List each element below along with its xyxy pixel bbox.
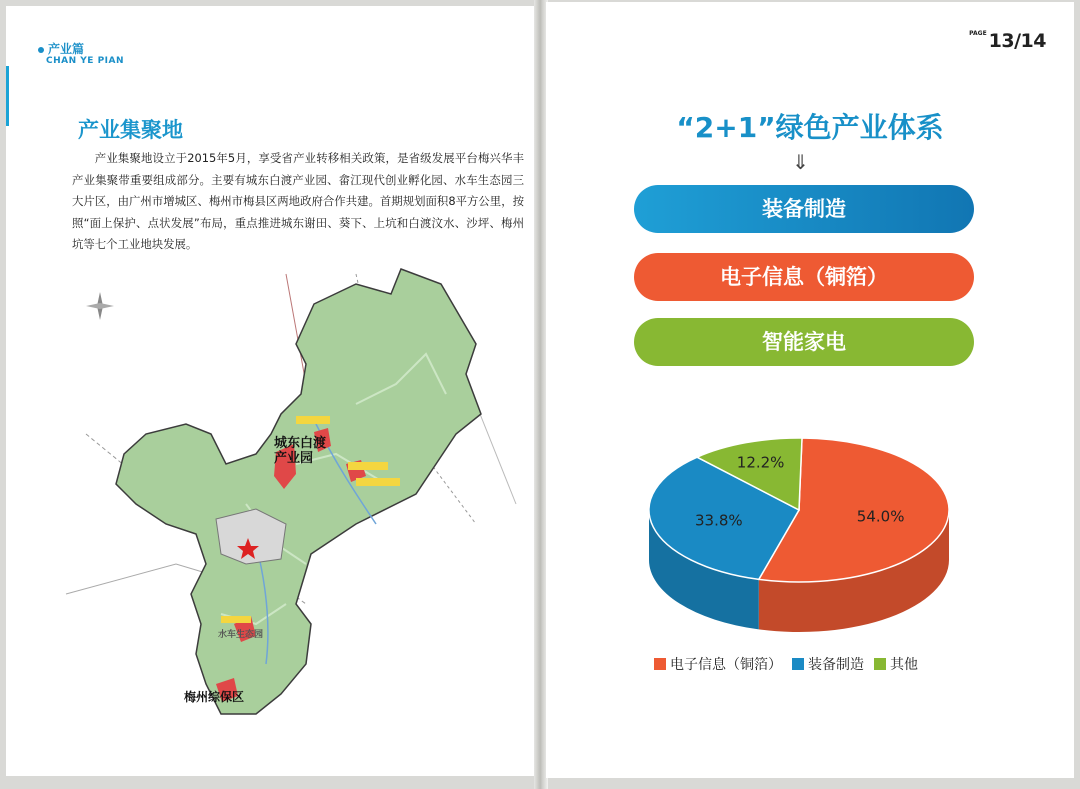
right-page bbox=[546, 2, 1074, 778]
section-tag bbox=[38, 40, 84, 57]
legend-item-0 bbox=[654, 654, 782, 674]
page-heading: 产业集聚地 bbox=[78, 118, 183, 142]
pie-label-1: 33.8% bbox=[694, 511, 743, 530]
industry-system-title: “2+1”绿色产业体系 bbox=[676, 111, 944, 144]
pill-appliances: 智能家电 bbox=[634, 318, 974, 366]
page-number: $^{PAGE}$ 13/14 bbox=[969, 30, 1046, 52]
pie-label-2: 12.2% bbox=[736, 453, 785, 472]
intro-paragraph: 产业集聚地设立于2015年5月，享受省产业转移相关政策，是省级发展平台梅兴华丰产业集聚带重要组成部分。主要有城东白渡产业园、畲江现代创业孵化园、水车生态园三大片区，由广州市增城区、梅州市梅县区两地政府合作共建。首期规划面积8平方公里，按照“面上保护、点状发展”布局，重点推进城东谢田、葵下、上坑和白渡汶水、沙坪、梅州坑等七个工业地块发展。 bbox=[72, 151, 524, 251]
region-map bbox=[56, 264, 536, 734]
map-label-chengdong: 城东白渡 产业园 bbox=[274, 436, 327, 466]
legend-swatch-1 bbox=[792, 658, 804, 670]
section-subtitle: CHAN YE PIAN bbox=[46, 56, 125, 66]
chart-legend bbox=[654, 654, 918, 674]
legend-item-2 bbox=[874, 654, 918, 674]
legend-label-1: 装备制造 bbox=[808, 657, 864, 673]
map-graphic bbox=[56, 264, 536, 734]
map-label-zongbaoqu: 梅州综保区 bbox=[184, 690, 245, 704]
map-label-shuiche: 水车生态园 bbox=[218, 630, 264, 640]
down-arrow-icon: ⇓ bbox=[792, 150, 809, 174]
left-page bbox=[6, 6, 536, 776]
industry-pie-chart bbox=[644, 430, 964, 640]
section-tag-text: 产业篇 bbox=[48, 42, 85, 56]
pill-equipment: 装备制造 bbox=[634, 185, 974, 233]
legend-swatch-0 bbox=[654, 658, 666, 670]
territory-shape bbox=[116, 269, 481, 714]
compass-icon bbox=[86, 292, 114, 320]
bullet-icon bbox=[38, 47, 44, 53]
legend-swatch-2 bbox=[874, 658, 886, 670]
edge-accent-bar bbox=[6, 66, 9, 126]
legend-item-1 bbox=[792, 654, 864, 674]
legend-label-2: 其他 bbox=[890, 657, 918, 673]
pill-electronics: 电子信息（铜箔） bbox=[634, 253, 974, 301]
pie-label-0: 54.0% bbox=[856, 507, 905, 526]
legend-label-0: 电子信息（铜箔） bbox=[670, 657, 782, 673]
